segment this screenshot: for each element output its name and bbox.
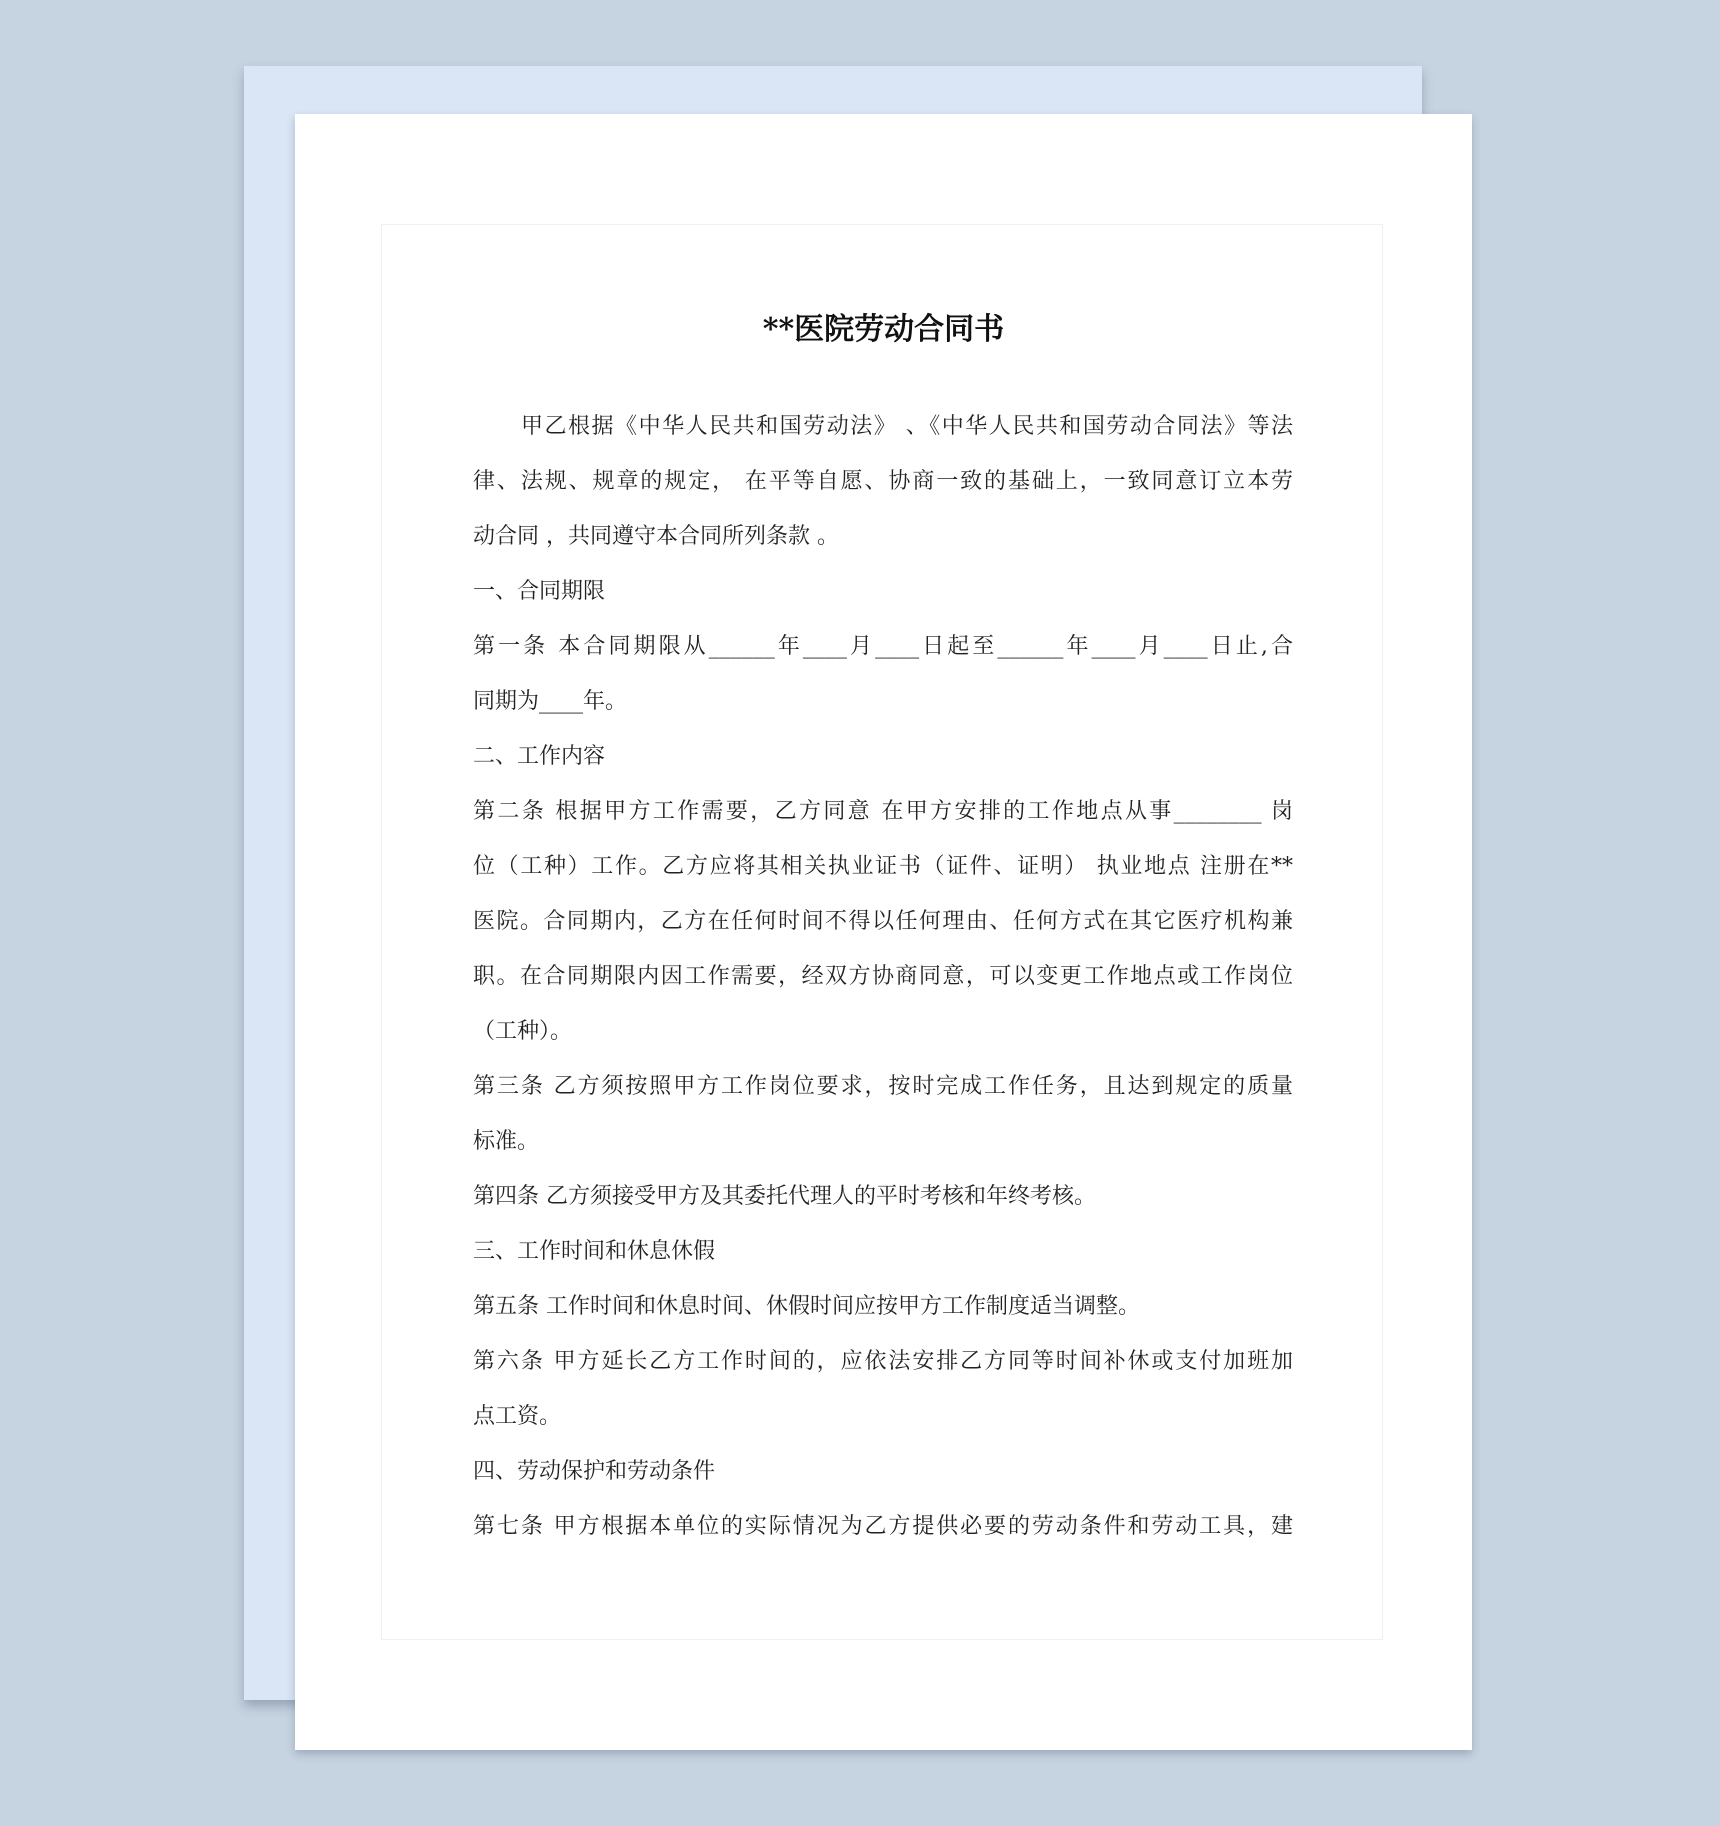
- document-text-line: 位（工种）工作。乙方应将其相关执业证书（证件、证明） 执业地点 注册在**: [473, 854, 1293, 879]
- document-text-line: 第六条 甲方延长乙方工作时间的，应依法安排乙方同等时间补休或支付加班加: [473, 1349, 1293, 1374]
- document-text-line: 四、劳动保护和劳动条件: [473, 1459, 716, 1484]
- document-text-line: 点工资。: [473, 1404, 562, 1429]
- document-text-line: 同期为____年。: [473, 689, 628, 714]
- document-text-line: 第五条 工作时间和休息时间、休假时间应按甲方工作制度适当调整。: [473, 1294, 1140, 1319]
- document-text-line: 第七条 甲方根据本单位的实际情况为乙方提供必要的劳动条件和劳动工具，建: [473, 1514, 1293, 1539]
- document-text-line: 第一条 本合同期限从______年____月____日起至______年____月____日止,合: [473, 634, 1293, 659]
- document-text-line: 第二条 根据甲方工作需要，乙方同意 在甲方安排的工作地点从事________ 岗: [473, 799, 1293, 824]
- document-text-line: 医院。合同期内，乙方在任何时间不得以任何理由、任何方式在其它医疗机构兼: [473, 909, 1293, 934]
- document-text-line: 动合同 ，共同遵守本合同所列条款 。: [473, 524, 839, 549]
- document-text-line: 第三条 乙方须按照甲方工作岗位要求，按时完成工作任务，且达到规定的质量: [473, 1074, 1293, 1099]
- document-text-line: 律、法规、规章的规定， 在平等自愿、协商一致的基础上，一致同意订立本劳: [473, 469, 1293, 494]
- document-page: [295, 114, 1472, 1750]
- document-text-line: 甲乙根据《中华人民共和国劳动法》 、《中华人民共和国劳动合同法》等法: [521, 414, 1293, 439]
- document-text-line: 职。在合同期限内因工作需要，经双方协商同意，可以变更工作地点或工作岗位: [473, 964, 1293, 989]
- document-text-line: 第四条 乙方须接受甲方及其委托代理人的平时考核和年终考核。: [473, 1184, 1096, 1209]
- document-body: [473, 399, 1293, 1554]
- document-text-line: 标准。: [473, 1129, 540, 1154]
- document-title: **医院劳动合同书: [762, 312, 1005, 347]
- document-text-line: （工种）。: [473, 1019, 573, 1044]
- document-text-line: 一、合同期限: [473, 579, 606, 604]
- document-text-line: 二、工作内容: [473, 744, 606, 769]
- document-text-line: 三、工作时间和休息休假: [473, 1239, 716, 1264]
